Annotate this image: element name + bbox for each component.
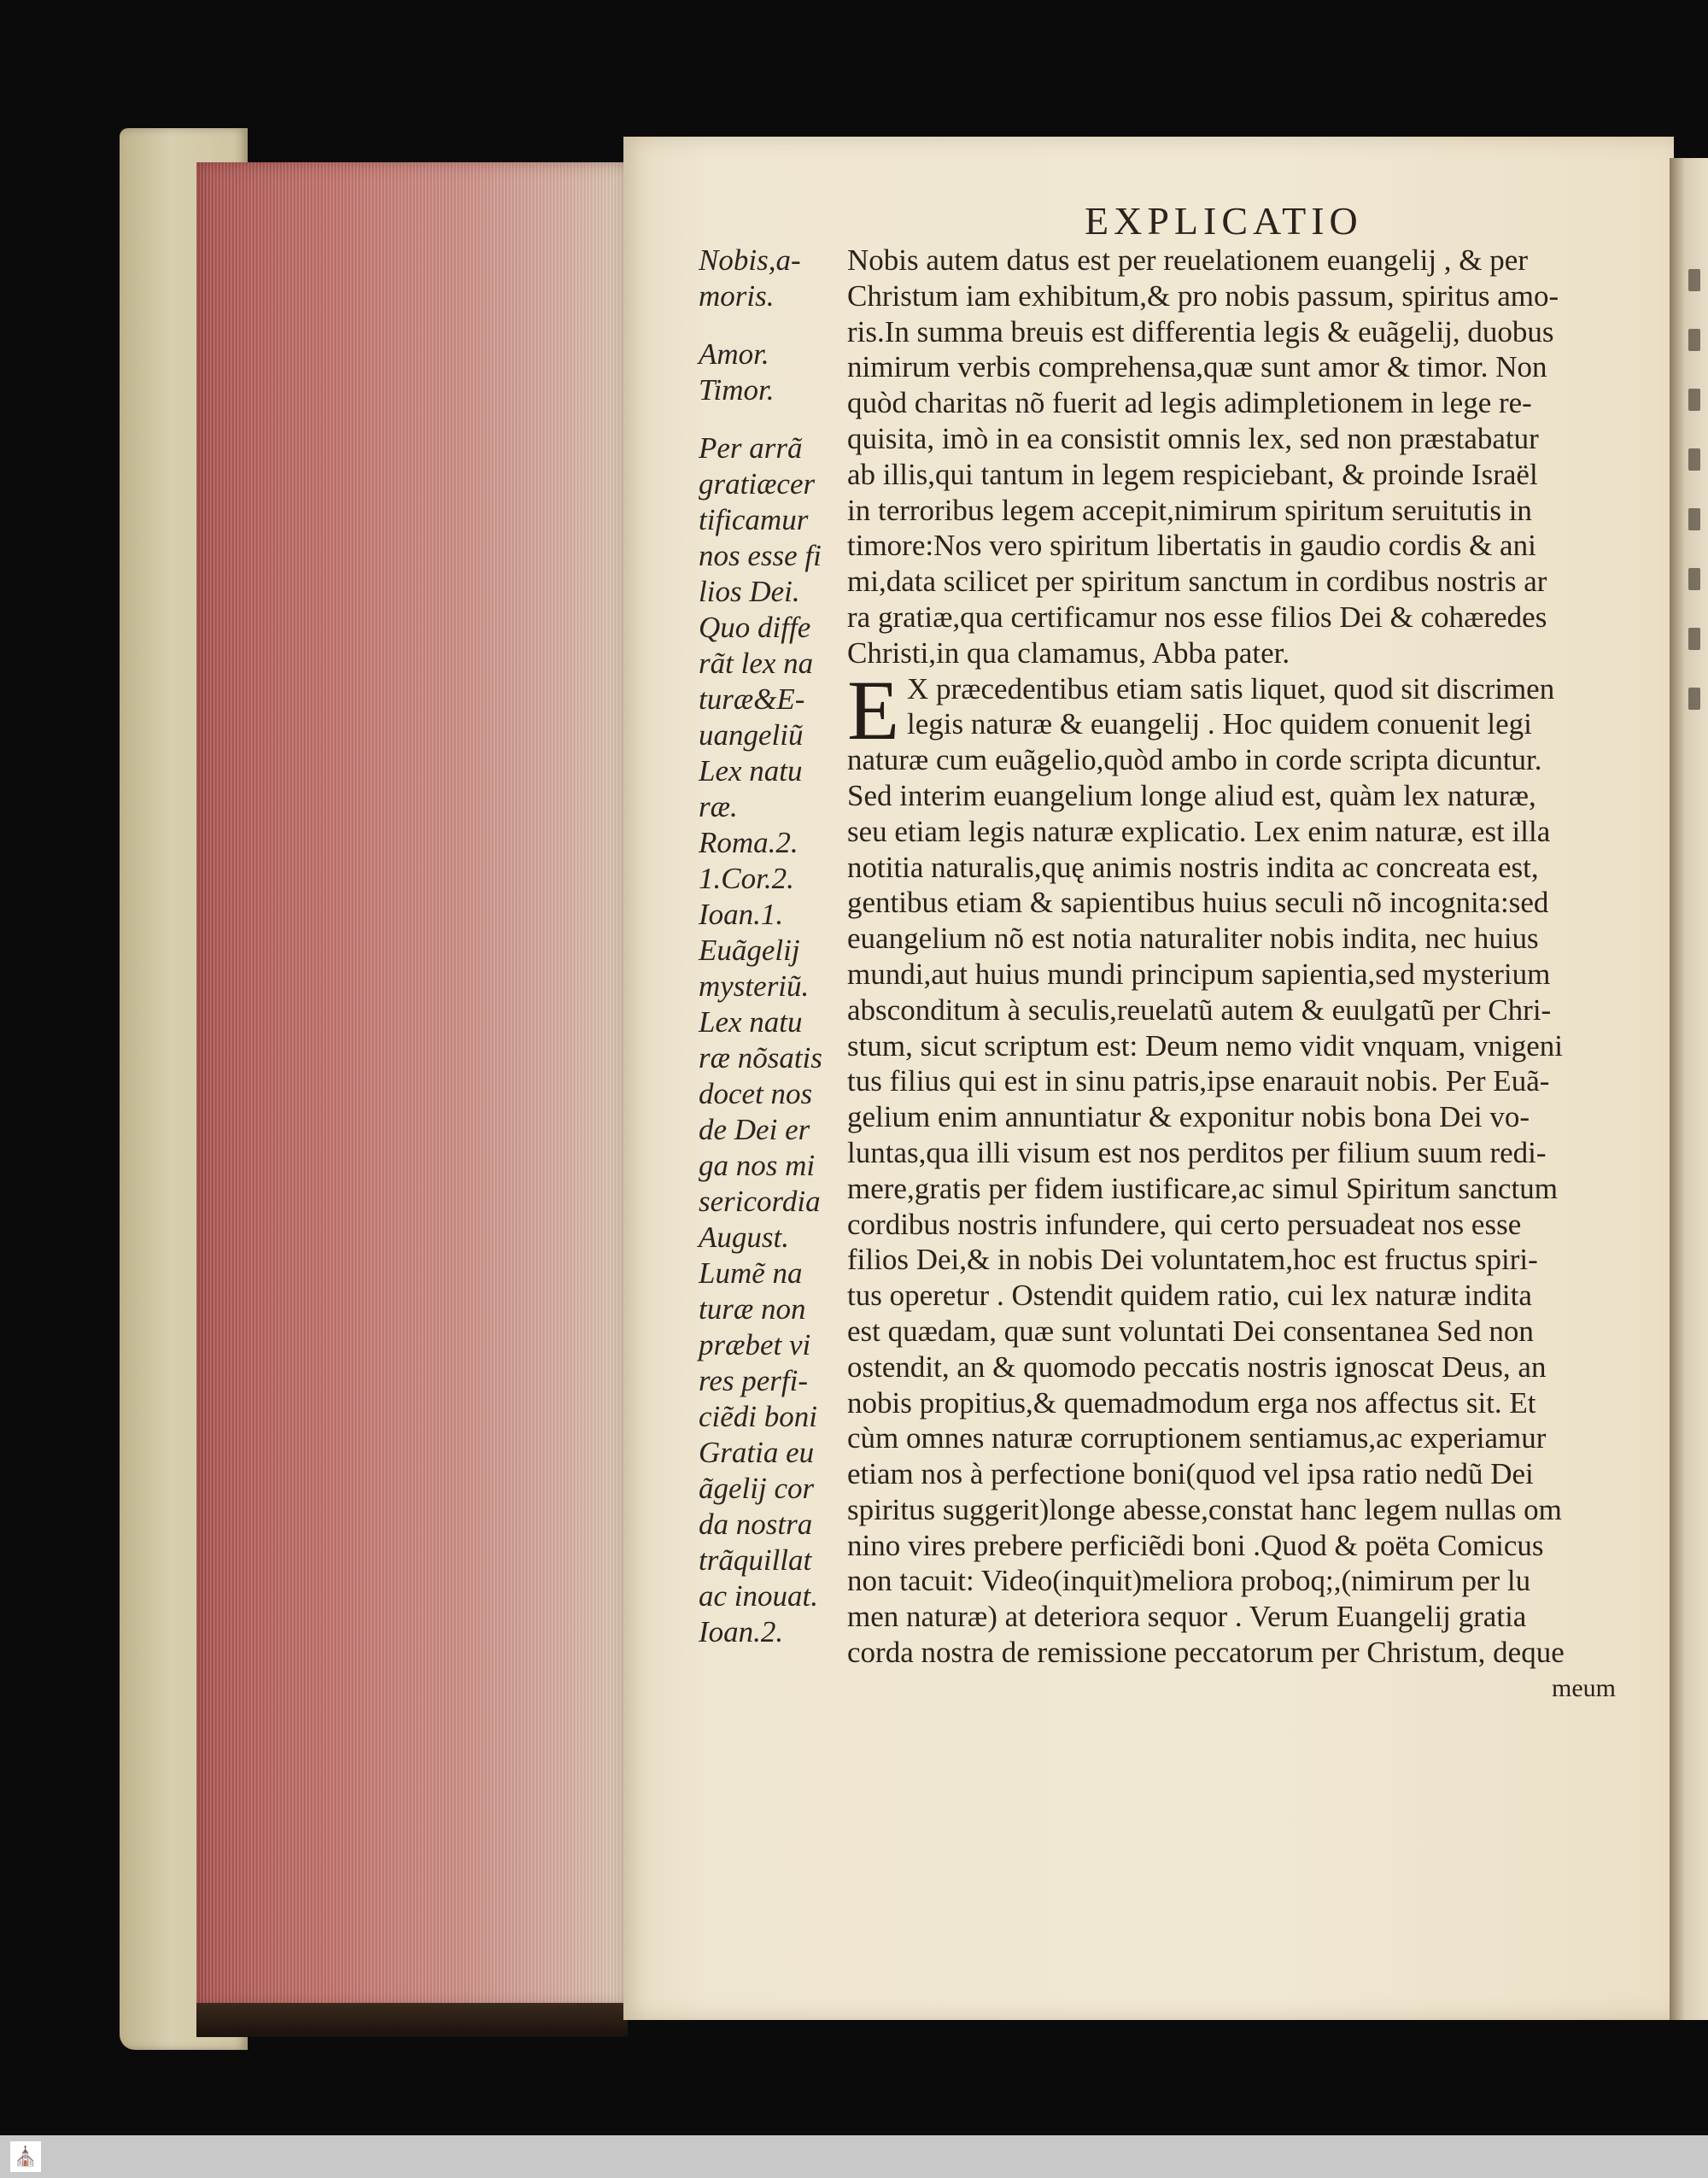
- next-page-letter: [1688, 269, 1700, 291]
- text-line: Sed interim euangelium longe aliud est, quàm lex naturæ,: [847, 778, 1536, 812]
- margin-note: ac inouat.: [699, 1579, 818, 1613]
- text-line: corda nostra de remissione peccatorum per Christum, deque: [847, 1636, 1565, 1670]
- margin-note: 1.Cor.2.: [699, 862, 794, 895]
- text-line: absconditum à seculis,reuelatũ autem & euulgatũ per Chri-: [847, 992, 1552, 1027]
- margin-note: præbet vi: [699, 1328, 811, 1361]
- margin-note: turæ non: [699, 1292, 806, 1326]
- library-logo-icon: ⛪: [10, 2141, 41, 2172]
- margin-note: trãquillat: [699, 1543, 812, 1577]
- margin-note: gratiæcer: [699, 467, 816, 501]
- next-page-letter: [1688, 688, 1700, 710]
- text-line: men naturæ) at deteriora sequor . Verum Euangelij gratia: [847, 1600, 1527, 1634]
- text-line: gelium enim annuntiatur & exponitur nobis bona Dei vo-: [847, 1100, 1530, 1134]
- text-line: nino vires prebere perficiẽdi boni .Quod & poëta Comicus: [847, 1528, 1544, 1562]
- text-line: in terroribus legem accepit,nimirum spiritum seruitutis in: [847, 493, 1532, 527]
- margin-note: docet nos: [699, 1077, 813, 1110]
- text-line: mundi,aut huius mundi principum sapientia,sed mysterium: [847, 957, 1551, 991]
- text-line: gentibus etiam & sapientibus huius seculi nõ incognita:sed: [847, 886, 1549, 920]
- text-line: cordibus nostris infundere, qui certo persuadeat nos esse: [847, 1207, 1522, 1241]
- margin-note: Amor.: [699, 337, 769, 371]
- next-page-edge: [1670, 158, 1708, 2020]
- paragraph-1: [847, 243, 1623, 671]
- margin-note: Roma.2.: [699, 826, 798, 859]
- margin-note: Euãgelij: [699, 934, 800, 967]
- text-line: Christi,in qua clamamus, Abba pater.: [847, 635, 1290, 670]
- text-line: spiritus suggerit)longe abesse,constat hanc legem nullas om: [847, 1492, 1562, 1526]
- margin-note: Timor.: [699, 373, 775, 407]
- margin-note: Lex natu: [699, 754, 803, 787]
- text-line: nobis propitius,& quemadmodum erga nos affectus sit. Et: [847, 1385, 1536, 1420]
- text-line: Nobis autem datus est per reuelationem euangelij , & per: [847, 243, 1528, 277]
- text-line: luntas,qua illi visum est nos perditos per filium suum redi-: [847, 1135, 1547, 1169]
- text-line: X præcedentibus etiam satis liquet, quod sit discrimen: [907, 671, 1555, 706]
- text-line: euangelium nõ est notia naturaliter nobis indita, nec huius: [847, 922, 1539, 956]
- text-line: cùm omnes naturæ corruptionem sentiamus,ac experiamur: [847, 1421, 1547, 1455]
- page-block-edge: [196, 162, 628, 2007]
- text-line: timore:Nos vero spiritum libertatis in gaudio cordis & ani: [847, 529, 1536, 563]
- text-line: tus filius qui est in sinu patris,ipse enarauit nobis. Per Euã-: [847, 1064, 1550, 1098]
- margin-note: ciẽdi boni: [699, 1400, 817, 1433]
- margin-note: de Dei er: [699, 1113, 810, 1146]
- text-line: stum, sicut scriptum est: Deum nemo vidit vnquam, vnigeni: [847, 1028, 1563, 1063]
- text-line: est quædam, quæ sunt voluntati Dei consentanea Sed non: [847, 1314, 1534, 1348]
- margin-note: uangeliũ: [699, 718, 804, 752]
- margin-note: Gratia eu: [699, 1436, 815, 1469]
- margin-note: moris.: [699, 279, 775, 313]
- next-page-letter: [1688, 389, 1700, 411]
- catchword: meum: [1552, 1673, 1616, 1702]
- margin-note: nos esse fi: [699, 539, 822, 572]
- margin-note: Ioan.2.: [699, 1615, 784, 1648]
- margin-note: rãt lex na: [699, 647, 814, 680]
- margin-note: ræ.: [699, 790, 738, 823]
- margin-note: Ioan.1.: [699, 898, 784, 931]
- text-line: tus operetur . Ostendit quidem ratio, cui lex naturæ indita: [847, 1279, 1532, 1313]
- margin-note: Nobis,a-: [699, 243, 801, 277]
- margin-note: ãgelij cor: [699, 1472, 815, 1505]
- next-page-letter: [1688, 628, 1700, 650]
- text-line: naturæ cum euãgelio,quòd ambo in corde scripta dicuntur.: [847, 743, 1542, 777]
- text-line: legis naturæ & euangelij . Hoc quidem conuenit legi: [907, 707, 1532, 741]
- next-page-letter: [1688, 448, 1700, 471]
- text-line: mi,data scilicet per spiritum sanctum in cordibus nostris ar: [847, 565, 1547, 599]
- viewer-footer-bar: [0, 2135, 1708, 2178]
- drop-cap: E: [847, 662, 900, 758]
- margin-note: res perfi-: [699, 1364, 808, 1397]
- margin-note: da nostra: [699, 1508, 813, 1541]
- margin-note: turæ&E-: [699, 682, 805, 716]
- text-line: mere,gratis per fidem iustificare,ac simul Spiritum sanctum: [847, 1171, 1558, 1205]
- text-line: quòd charitas nõ fuerit ad legis adimpletionem in lege re-: [847, 386, 1532, 420]
- margin-note: ga nos mi: [699, 1149, 816, 1182]
- text-line: Christum iam exhibitum,& pro nobis passum, spiritus amo-: [847, 278, 1559, 313]
- text-line: nimirum verbis comprehensa,quæ sunt amor & timor. Non: [847, 350, 1547, 384]
- next-page-letter: [1688, 329, 1700, 351]
- text-line: ab illis,qui tantum in legem respiciebant, & proinde Israël: [847, 457, 1538, 491]
- text-line: quisita, imò in ea consistit omnis lex, sed non præstabatur: [847, 421, 1539, 455]
- margin-notes: [699, 243, 845, 1650]
- text-line: notitia naturalis,quę animis nostris indita ac concreata est,: [847, 850, 1539, 884]
- next-page-letter: [1688, 508, 1700, 530]
- text-line: seu etiam legis naturæ explicatio. Lex enim naturæ, est illa: [847, 814, 1551, 848]
- text-line: ra gratiæ,qua certificamur nos esse filios Dei & cohæredes: [847, 600, 1547, 634]
- margin-note: Lex natu: [699, 1005, 803, 1039]
- margin-note: Lumẽ na: [699, 1256, 803, 1290]
- text-line: etiam nos à perfectione boni(quod vel ipsa ratio nedũ Dei: [847, 1457, 1534, 1491]
- paragraph-2: [847, 662, 1623, 1671]
- margin-note: sericordia: [699, 1185, 821, 1218]
- margin-note: August.: [699, 1221, 789, 1254]
- text-line: ostendit, an & quomodo peccatis nostris ignoscat Deus, an: [847, 1350, 1547, 1384]
- main-text: [847, 243, 1623, 1707]
- margin-note: Quo diffe: [699, 611, 811, 644]
- margin-note: tificamur: [699, 503, 809, 536]
- running-head: EXPLICATIO: [1085, 199, 1363, 243]
- margin-note: lios Dei.: [699, 575, 800, 608]
- margin-note: Per arrã: [699, 431, 803, 465]
- margin-note: mysteriũ.: [699, 969, 810, 1003]
- text-line: non tacuit: Video(inquit)meliora proboq;,(nimirum per lu: [847, 1564, 1531, 1598]
- next-page-letter: [1688, 568, 1700, 590]
- text-line: ris.In summa breuis est differentia legis & euãgelij, duobus: [847, 314, 1554, 348]
- margin-note: ræ nõsatis: [699, 1041, 822, 1074]
- text-line: filios Dei,& in nobis Dei voluntatem,hoc est fructus spiri-: [847, 1243, 1538, 1277]
